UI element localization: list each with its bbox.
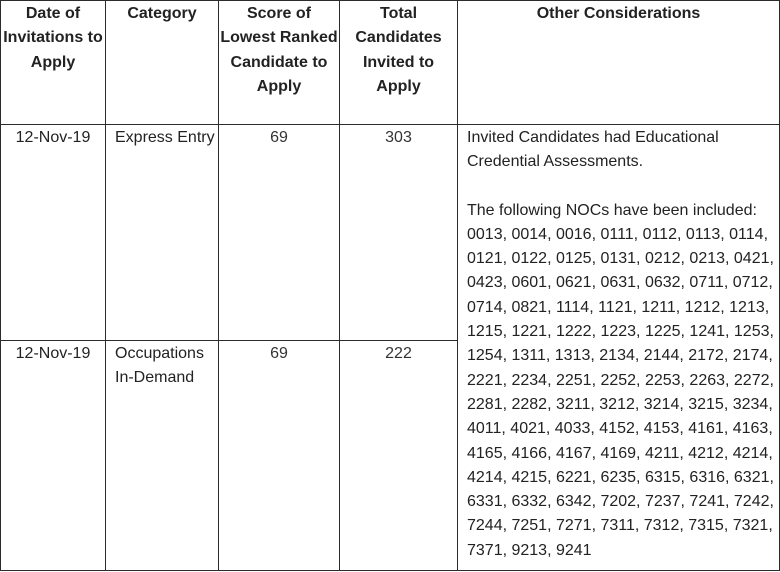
header-date: Date of Invitations to Apply — [1, 1, 106, 125]
other-considerations-cell — [458, 125, 780, 571]
noc-list: 0013, 0014, 0016, 0111, 0112, 0113, 0114, 0121, 0122, 0125, 0131, 0212, 0213, 0421, 0423, 0601, 0621, 0631, 0632, 0711, 0712, 0714, 0821, 1114, 1121, 1211, 1212, 1213, 1215, 1221, 1222, 1223, 1225, 1241, 1253, 1254, 1311, 1313, 2134, 2144, 2172, 2174, 2221, 2234, 2251, 2252, 2253, 2263, 2272, 2281, 2282, 3211, 3212, 3214, 3215, 3234, 4011, 4021, 4033, 4152, 4153, 4161, 4163, 4165, 4166, 4167, 4169, 4211, 4212, 4214, 4214, 4215, 6221, 6235, 6315, 6316, 6321, 6331, 6332, 6342, 7202, 7237, 7241, 7242, 7244, 7251, 7271, 7311, 7312, 7315, 7321, 7371, 9213, 9241 — [467, 225, 774, 559]
row-score: 69 — [219, 125, 340, 341]
row-score: 69 — [219, 341, 340, 571]
header-other: Other Considerations — [458, 1, 780, 125]
other-paragraph-noc-intro: The following NOCs have been included: — [467, 201, 757, 219]
row-total: 222 — [340, 341, 458, 571]
row-category: Express Entry — [106, 125, 219, 341]
header-total: Total Candidates Invited to Apply — [340, 1, 458, 125]
header-category: Category — [106, 1, 219, 125]
table-row — [1, 125, 780, 341]
header-score: Score of Lowest Ranked Candidate to Apply — [219, 1, 340, 125]
row-total: 303 — [340, 125, 458, 341]
header-row — [1, 1, 780, 125]
row-date: 12-Nov-19 — [1, 341, 106, 571]
other-paragraph-credentials: Invited Candidates had Educational Credential Assessments. — [467, 129, 719, 171]
row-category: Occupations In-Demand — [106, 341, 219, 571]
row-date: 12-Nov-19 — [1, 125, 106, 341]
